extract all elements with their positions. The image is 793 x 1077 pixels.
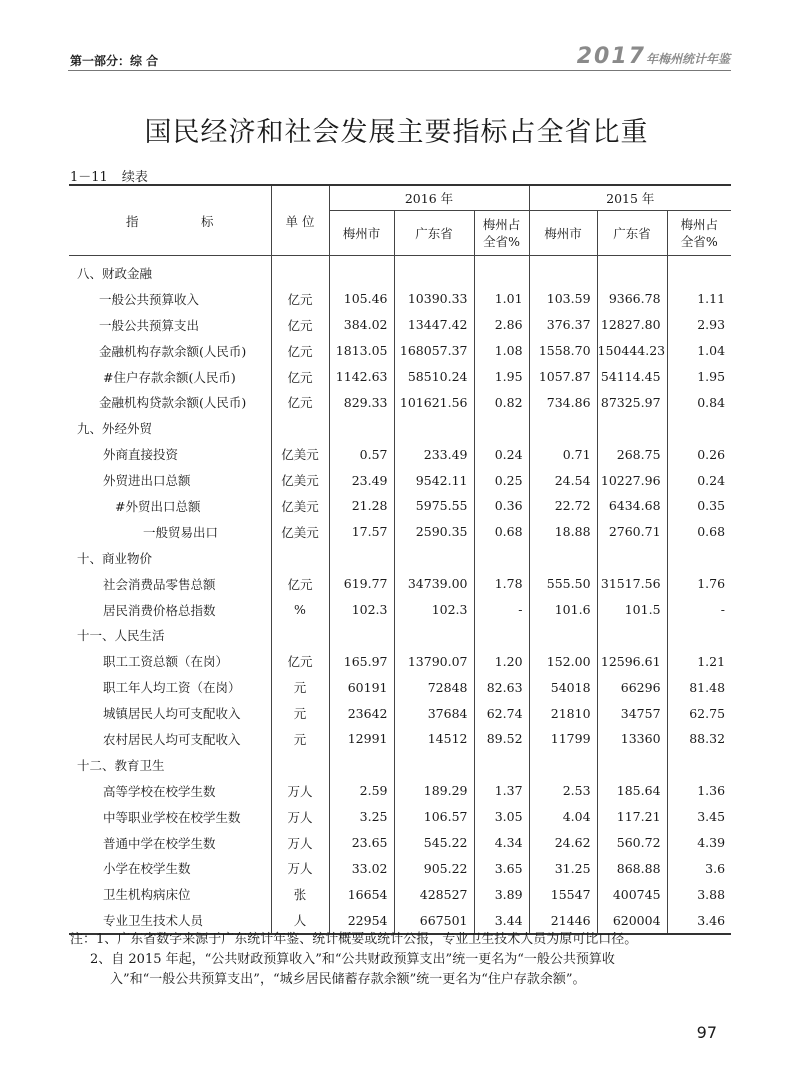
cell-guangdong-2015: 34757 [597, 700, 667, 726]
cell-share-2015 [667, 545, 731, 571]
cell-share-2016: 82.63 [474, 674, 529, 700]
cell-meizhou-2016: 22954 [329, 907, 394, 934]
indicator-table [69, 184, 731, 935]
cell-meizhou-2015 [529, 545, 597, 571]
row-label: 普通中学在校学生数 [69, 830, 271, 856]
cell-meizhou-2016: 23642 [329, 700, 394, 726]
cell-share-2016: 3.65 [474, 855, 529, 881]
cell-share-2015: 2.93 [697, 317, 726, 333]
cell-share-2015: 1.11 [697, 291, 726, 307]
cell-share-2015: 81.48 [689, 679, 726, 695]
cell-meizhou-2016 [329, 545, 394, 571]
table-row [69, 312, 731, 338]
cell-meizhou-2016: 1142.63 [329, 364, 394, 390]
cell-share-2015: 0.26 [697, 446, 726, 462]
row-label: #住户存款余额(人民币) [69, 364, 271, 390]
cell-guangdong-2015: 117.21 [597, 804, 667, 830]
table-row [69, 648, 731, 674]
row-unit [271, 256, 329, 286]
cell-share-2016: 3.89 [474, 881, 529, 907]
section-row [69, 545, 731, 571]
section-row [69, 622, 731, 648]
cell-share-2016: 0.68 [474, 519, 529, 545]
cell-share-2016: - [474, 597, 529, 623]
cell-meizhou-2016: 829.33 [329, 389, 394, 415]
cell-meizhou-2016: 17.57 [329, 519, 394, 545]
yearbook-header [577, 44, 730, 69]
table-row [69, 855, 731, 881]
cell-guangdong-2015: 13360 [597, 726, 667, 752]
cell-guangdong-2016: 106.57 [394, 804, 474, 830]
row-label: 职工工资总额（在岗） [69, 648, 271, 674]
cell-guangdong-2016: 58510.24 [394, 364, 474, 390]
cell-guangdong-2016: 545.22 [394, 830, 474, 856]
cell-share-2016 [474, 752, 529, 778]
row-label: 职工年人均工资（在岗） [69, 674, 271, 700]
cell-meizhou-2016: 105.46 [329, 286, 394, 312]
table-row [69, 493, 731, 519]
cell-meizhou-2016: 23.49 [329, 467, 394, 493]
cell-share-2015: 1.95 [697, 369, 726, 384]
cell-guangdong-2016 [394, 545, 474, 571]
cell-meizhou-2015 [529, 622, 597, 648]
col-year-2016: 2016 年 [329, 185, 529, 211]
row-label: 金融机构贷款余额(人民币) [69, 389, 271, 415]
table-row [69, 726, 731, 752]
col-guangdong-2016: 广东省 [394, 211, 474, 256]
cell-guangdong-2016: 9542.11 [394, 467, 474, 493]
cell-guangdong-2015 [597, 752, 667, 778]
table-row [69, 571, 731, 597]
cell-meizhou-2016: 16654 [329, 881, 394, 907]
cell-share-2016: 62.74 [474, 700, 529, 726]
cell-meizhou-2015: 18.88 [529, 519, 597, 545]
row-label: 小学在校学生数 [69, 855, 271, 881]
cell-guangdong-2015 [597, 622, 667, 648]
cell-guangdong-2015: 66296 [597, 674, 667, 700]
cell-meizhou-2015: 4.04 [529, 804, 597, 830]
section-row [69, 256, 731, 286]
row-label: 外贸进出口总额 [69, 467, 271, 493]
cell-guangdong-2015: 12827.80 [597, 312, 667, 338]
cell-share-2016: 0.82 [474, 389, 529, 415]
col-meizhou-2015: 梅州市 [529, 211, 597, 256]
cell-share-2016: 0.24 [474, 441, 529, 467]
row-label: 中等职业学校在校学生数 [69, 804, 271, 830]
cell-guangdong-2015: 268.75 [597, 441, 667, 467]
cell-share-2016: 1.08 [474, 338, 529, 364]
cell-meizhou-2015 [529, 752, 597, 778]
cell-guangdong-2016 [394, 622, 474, 648]
row-label: 卫生机构病床位 [69, 881, 271, 907]
row-label: 一般贸易出口 [69, 519, 271, 545]
row-unit: 亿美元 [271, 493, 329, 519]
row-unit: 万人 [271, 804, 329, 830]
cell-share-2015 [667, 752, 731, 778]
row-unit: 亿元 [271, 312, 329, 338]
cell-share-2015: 4.39 [697, 835, 726, 851]
table-number [70, 166, 162, 185]
cell-guangdong-2016: 905.22 [394, 855, 474, 881]
cell-meizhou-2016: 1813.05 [329, 338, 394, 364]
cell-share-2015: 1.04 [697, 343, 726, 359]
col-guangdong-2015: 广东省 [597, 211, 667, 256]
cell-guangdong-2015: 31517.56 [597, 571, 667, 597]
row-label: 农村居民人均可支配收入 [69, 726, 271, 752]
row-label: 一般公共预算收入 [69, 286, 271, 312]
row-unit: 亿美元 [271, 441, 329, 467]
yearbook-name: 年梅州统计年鉴 [645, 52, 730, 66]
row-label: #外贸出口总额 [69, 493, 271, 519]
cell-share-2016: 3.44 [474, 907, 529, 934]
cell-share-2016: 4.34 [474, 830, 529, 856]
table-row [69, 364, 731, 390]
cell-share-2015: 1.76 [697, 576, 726, 592]
cell-meizhou-2016 [329, 622, 394, 648]
table-row [69, 804, 731, 830]
cell-meizhou-2016: 12991 [329, 726, 394, 752]
cell-guangdong-2016 [394, 415, 474, 441]
cell-meizhou-2015: 24.54 [529, 467, 597, 493]
cell-share-2015: 3.88 [697, 886, 726, 902]
col-indicator: 指 标 [69, 185, 271, 256]
row-unit: 亿元 [271, 338, 329, 364]
cell-guangdong-2016: 10390.33 [394, 286, 474, 312]
cell-guangdong-2016: 428527 [394, 881, 474, 907]
cell-meizhou-2015: 734.86 [529, 389, 597, 415]
cell-meizhou-2016 [329, 256, 394, 286]
note-2-cont: 入”和“一般公共预算支出”，“城乡居民储蓄存款余额”统一更名为“住户存款余额”。 [110, 972, 586, 987]
row-unit [271, 545, 329, 571]
cell-share-2015: 3.46 [697, 912, 726, 928]
cell-guangdong-2015: 620004 [597, 907, 667, 934]
cell-guangdong-2015: 560.72 [597, 830, 667, 856]
cell-meizhou-2015: 21810 [529, 700, 597, 726]
col-unit: 单 位 [271, 185, 329, 256]
cell-meizhou-2016 [329, 752, 394, 778]
row-unit: 亿美元 [271, 519, 329, 545]
row-unit: 亿元 [271, 389, 329, 415]
header-divider [68, 70, 731, 71]
table-row [69, 597, 731, 623]
cell-guangdong-2015: 54114.45 [597, 364, 667, 390]
cell-guangdong-2016: 189.29 [394, 778, 474, 804]
cell-guangdong-2015: 101.5 [597, 597, 667, 623]
cell-meizhou-2016: 23.65 [329, 830, 394, 856]
row-label: 十一、人民生活 [69, 622, 271, 648]
row-label: 八、财政金融 [69, 256, 271, 286]
cell-meizhou-2016 [329, 415, 394, 441]
table-row [69, 467, 731, 493]
cell-meizhou-2015: 15547 [529, 881, 597, 907]
cell-share-2016: 1.78 [474, 571, 529, 597]
cell-meizhou-2016: 60191 [329, 674, 394, 700]
row-unit [271, 415, 329, 441]
cell-share-2015 [667, 256, 731, 286]
cell-share-2016: 0.36 [474, 493, 529, 519]
cell-share-2015: 1.36 [697, 783, 726, 799]
cell-share-2016: 1.37 [474, 778, 529, 804]
cell-guangdong-2015 [597, 545, 667, 571]
cell-guangdong-2015 [597, 256, 667, 286]
cell-meizhou-2015: 11799 [529, 726, 597, 752]
cell-guangdong-2016: 667501 [394, 907, 474, 934]
cell-meizhou-2015: 1558.70 [529, 338, 597, 364]
cell-guangdong-2015: 400745 [597, 881, 667, 907]
cell-meizhou-2016: 21.28 [329, 493, 394, 519]
cell-share-2015: 62.75 [689, 705, 726, 721]
cell-meizhou-2015: 21446 [529, 907, 597, 934]
cell-share-2015: 3.6 [705, 860, 726, 876]
row-unit [271, 752, 329, 778]
col-meizhou-2016: 梅州市 [329, 211, 394, 256]
cell-meizhou-2015: 376.37 [529, 312, 597, 338]
cell-guangdong-2015: 2760.71 [597, 519, 667, 545]
row-unit: 万人 [271, 855, 329, 881]
cell-meizhou-2016: 384.02 [329, 312, 394, 338]
cell-meizhou-2015: 54018 [529, 674, 597, 700]
cell-share-2016: 0.25 [474, 467, 529, 493]
row-unit: 万人 [271, 778, 329, 804]
table-row [69, 674, 731, 700]
cell-share-2015: - [720, 602, 726, 618]
cell-meizhou-2015 [529, 256, 597, 286]
cell-guangdong-2015: 12596.61 [597, 648, 667, 674]
cell-share-2016: 89.52 [474, 726, 529, 752]
cell-meizhou-2015 [529, 415, 597, 441]
section-header: 第一部分：综 合 [70, 54, 159, 68]
cell-meizhou-2015: 31.25 [529, 855, 597, 881]
cell-share-2016: 1.20 [474, 648, 529, 674]
cell-guangdong-2016 [394, 256, 474, 286]
cell-guangdong-2015: 868.88 [597, 855, 667, 881]
cell-meizhou-2015: 103.59 [529, 286, 597, 312]
cell-guangdong-2016: 5975.55 [394, 493, 474, 519]
cell-share-2016: 1.01 [474, 286, 529, 312]
row-label: 九、外经外贸 [69, 415, 271, 441]
cell-share-2016 [474, 415, 529, 441]
page-title: 国民经济和社会发展主要指标占全省比重 [144, 117, 649, 148]
row-unit: 元 [271, 726, 329, 752]
cell-guangdong-2016: 13447.42 [394, 312, 474, 338]
cell-guangdong-2016: 102.3 [394, 597, 474, 623]
cell-share-2016 [474, 256, 529, 286]
row-label: 十二、教育卫生 [69, 752, 271, 778]
row-unit: 元 [271, 700, 329, 726]
cell-guangdong-2016: 13790.07 [394, 648, 474, 674]
cell-guangdong-2016: 72848 [394, 674, 474, 700]
cell-meizhou-2016: 3.25 [329, 804, 394, 830]
page-number: 97 [696, 1023, 717, 1042]
cell-guangdong-2015: 87325.97 [597, 389, 667, 415]
row-label: 金融机构存款余额(人民币) [69, 338, 271, 364]
cell-share-2016: 1.95 [474, 364, 529, 390]
cell-meizhou-2016: 2.59 [329, 778, 394, 804]
cell-share-2015: 3.45 [697, 809, 726, 825]
cell-guangdong-2016: 101621.56 [394, 389, 474, 415]
table-row [69, 441, 731, 467]
cell-share-2016: 3.05 [474, 804, 529, 830]
cell-meizhou-2015: 1057.87 [529, 364, 597, 390]
table-continued: 续表 [121, 170, 148, 185]
row-unit: 亿美元 [271, 467, 329, 493]
row-unit: % [271, 597, 329, 623]
cell-guangdong-2015: 185.64 [597, 778, 667, 804]
cell-guangdong-2016: 233.49 [394, 441, 474, 467]
row-unit: 亿元 [271, 364, 329, 390]
cell-share-2015: 0.68 [697, 524, 726, 540]
row-label: 外商直接投资 [69, 441, 271, 467]
cell-share-2016 [474, 622, 529, 648]
cell-meizhou-2015: 555.50 [529, 571, 597, 597]
table-row [69, 881, 731, 907]
cell-share-2015 [667, 622, 731, 648]
cell-guangdong-2016: 37684 [394, 700, 474, 726]
cell-guangdong-2016: 168057.37 [394, 338, 474, 364]
row-unit: 万人 [271, 830, 329, 856]
cell-share-2015: 88.32 [689, 731, 726, 747]
col-share-2016: 梅州占全省% [474, 211, 529, 256]
row-label: 高等学校在校学生数 [69, 778, 271, 804]
cell-share-2016: 2.86 [474, 312, 529, 338]
row-label: 十、商业物价 [69, 545, 271, 571]
row-unit: 亿元 [271, 648, 329, 674]
section-row [69, 752, 731, 778]
row-unit: 元 [271, 674, 329, 700]
row-unit [271, 622, 329, 648]
table-row [69, 519, 731, 545]
row-label: 社会消费品零售总额 [69, 571, 271, 597]
cell-meizhou-2016: 0.57 [329, 441, 394, 467]
table-id: 1－11 [70, 170, 108, 185]
row-unit: 亿元 [271, 571, 329, 597]
cell-meizhou-2016: 619.77 [329, 571, 394, 597]
table-row [69, 389, 731, 415]
col-share-2015: 梅州占全省% [667, 211, 731, 256]
cell-guangdong-2016: 34739.00 [394, 571, 474, 597]
cell-guangdong-2015: 10227.96 [597, 467, 667, 493]
cell-meizhou-2016: 102.3 [329, 597, 394, 623]
cell-guangdong-2016: 14512 [394, 726, 474, 752]
row-unit: 亿元 [271, 286, 329, 312]
cell-share-2015: 0.84 [697, 394, 726, 410]
cell-guangdong-2015: 150444.23 [597, 338, 667, 364]
cell-share-2016 [474, 545, 529, 571]
note-2: 2、自 2015 年起，“公共财政预算收入”和“公共财政预算支出”统一更名为“一般公共预算收 [90, 952, 615, 967]
cell-meizhou-2015: 24.62 [529, 830, 597, 856]
cell-share-2015: 0.35 [697, 498, 726, 514]
cell-meizhou-2015: 22.72 [529, 493, 597, 519]
row-label: 城镇居民人均可支配收入 [69, 700, 271, 726]
cell-meizhou-2016: 165.97 [329, 648, 394, 674]
cell-meizhou-2016: 33.02 [329, 855, 394, 881]
cell-share-2015: 0.24 [697, 472, 726, 488]
cell-guangdong-2015 [597, 415, 667, 441]
row-label: 居民消费价格总指数 [69, 597, 271, 623]
table-row [69, 286, 731, 312]
cell-guangdong-2015: 6434.68 [597, 493, 667, 519]
cell-meizhou-2015: 0.71 [529, 441, 597, 467]
cell-guangdong-2016: 2590.35 [394, 519, 474, 545]
section-row [69, 415, 731, 441]
table-row [69, 338, 731, 364]
table-row [69, 830, 731, 856]
cell-meizhou-2015: 152.00 [529, 648, 597, 674]
table-row [69, 700, 731, 726]
row-unit: 人 [271, 907, 329, 934]
footnotes [70, 930, 740, 990]
row-label: 专业卫生技术人员 [69, 907, 271, 934]
row-label: 一般公共预算支出 [69, 312, 271, 338]
cell-guangdong-2015: 9366.78 [597, 286, 667, 312]
yearbook-year: 2017 [576, 44, 646, 69]
cell-guangdong-2016 [394, 752, 474, 778]
cell-meizhou-2015: 2.53 [529, 778, 597, 804]
cell-share-2015 [667, 415, 731, 441]
note-1: 注：1、广东省数字来源于广东统计年鉴、统计概要或统计公报，专业卫生技术人员为原可比口径。 [70, 932, 638, 947]
row-unit: 张 [271, 881, 329, 907]
cell-meizhou-2015: 101.6 [529, 597, 597, 623]
col-year-2015: 2015 年 [529, 185, 731, 211]
cell-share-2015: 1.21 [697, 653, 726, 669]
table-row [69, 778, 731, 804]
